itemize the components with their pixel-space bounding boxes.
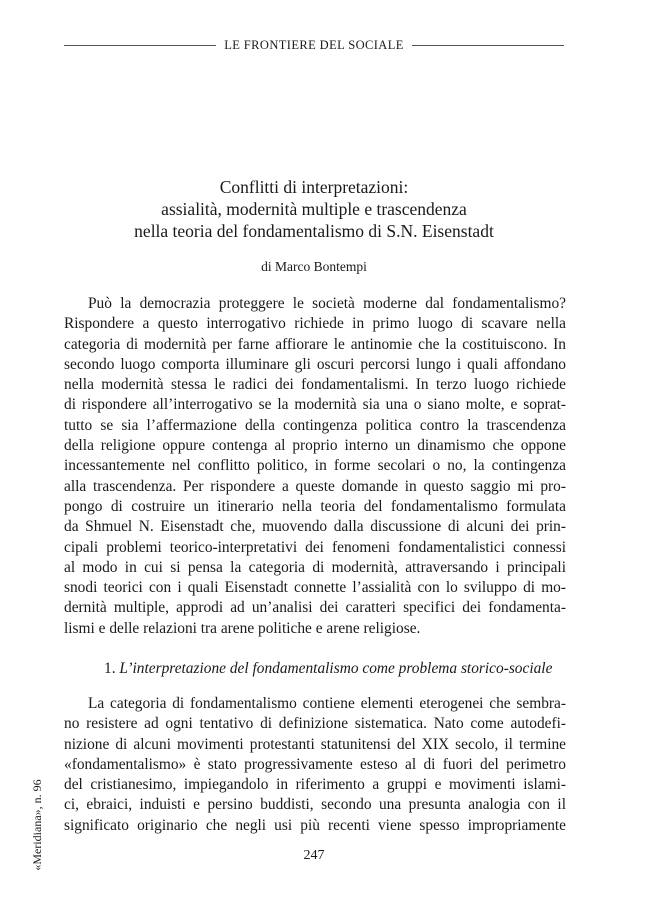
- text-line: ci, ebraici, induisti e persino buddisti, secondo una presunta analogia con il: [64, 796, 566, 814]
- text-line: incessantemente nel conflitto politico, in forme secolari o no, la contingenza: [64, 457, 566, 475]
- article-title: [64, 176, 564, 242]
- text-line: alla trascendenza. Per rispondere a queste domande in questo saggio mi pro-: [64, 477, 566, 495]
- running-head-rule-right: [412, 45, 564, 46]
- running-head: [64, 38, 564, 53]
- title-line: Conflitti di interpretazioni:: [219, 177, 409, 197]
- text-line: dernità multiple, approdi ad un’analisi dei caratteri specifici dei fondamenta-: [64, 599, 566, 617]
- text-line: no resistere ad ogni tentativo di definizione sistematica. Nato come autodefi-: [64, 715, 566, 733]
- text-line: di rispondere all’interrogativo se la modernità sia una o siano molte, e soprat-: [64, 396, 566, 414]
- running-head-text: LE FRONTIERE DEL SOCIALE: [224, 38, 404, 52]
- running-head-rule-left: [64, 45, 216, 46]
- text-line: nella modernità stessa le radici dei fondamentalismi. In terzo luogo richiede: [64, 376, 566, 394]
- text-line: pongo di costruire un itinerario nella teoria del fondamentalismo formulata: [64, 497, 566, 515]
- text-line: da Shmuel N. Eisenstadt che, muovendo dalla discussione di alcuni dei prin-: [64, 518, 566, 536]
- text-line: «fondamentalismo» è stato progressivamente esteso al di fuori del perimetro: [64, 755, 566, 773]
- title-line: nella teoria del fondamentalismo di S.N. Eisenstadt: [134, 221, 494, 241]
- text-line: tutto se sia l’affermazione della contingenza politica contro la trascendenza: [64, 416, 566, 434]
- text-line: significato originario che negli usi più recenti viene spesso impropriamente: [64, 816, 566, 834]
- text-line: cipali problemi teorico-interpretativi dei fenomeni fondamentalistici connessi: [64, 538, 566, 556]
- journal-side-note: «Meridiana», n. 96: [30, 779, 44, 871]
- text-line: Può la democrazia proteggere le società moderne dal fondamentalismo?: [88, 295, 566, 312]
- page-number: 247: [303, 848, 325, 863]
- text-line: snodi teorici con i quali Eisenstadt connette l’assialità con lo sviluppo di mo-: [64, 579, 566, 597]
- text-line: secondo luogo comporta illuminare gli oscuri percorsi lungo i quali affondano: [64, 355, 566, 373]
- section-title: L’interpretazione del fondamentalismo come problema storico-sociale: [119, 660, 553, 677]
- body-paragraph: [64, 694, 566, 836]
- text-line: La categoria di fondamentalismo contiene elementi eterogenei che sembra-: [88, 695, 566, 712]
- section-number: 1.: [104, 660, 116, 677]
- text-line: Rispondere a questo interrogativo richiede in primo luogo di scavare nella: [64, 315, 566, 333]
- section-heading: [104, 660, 552, 678]
- text-line: del cristianesimo, impiegandolo in riferimento a gruppi e movimenti islami-: [64, 776, 566, 794]
- text-line: categoria di modernità per farne affiorare le antinomie che la costituiscono. In: [64, 335, 566, 353]
- text-line: lismi e delle relazioni tra arene politiche e arene religiose.: [64, 619, 421, 637]
- title-line: assialità, modernità multiple e trascendenza: [161, 199, 467, 219]
- text-line: nizione di alcuni movimenti protestanti statunitensi del XIX secolo, il termine: [64, 735, 566, 753]
- abstract-paragraph: [64, 294, 566, 639]
- text-line: della religione oppure contenga al proprio interno un dinamismo che oppone: [64, 437, 566, 455]
- text-line: al modo in cui si pensa la categoria di modernità, attraversando i principali: [64, 558, 566, 576]
- author-byline: di Marco Bontempi: [261, 259, 367, 274]
